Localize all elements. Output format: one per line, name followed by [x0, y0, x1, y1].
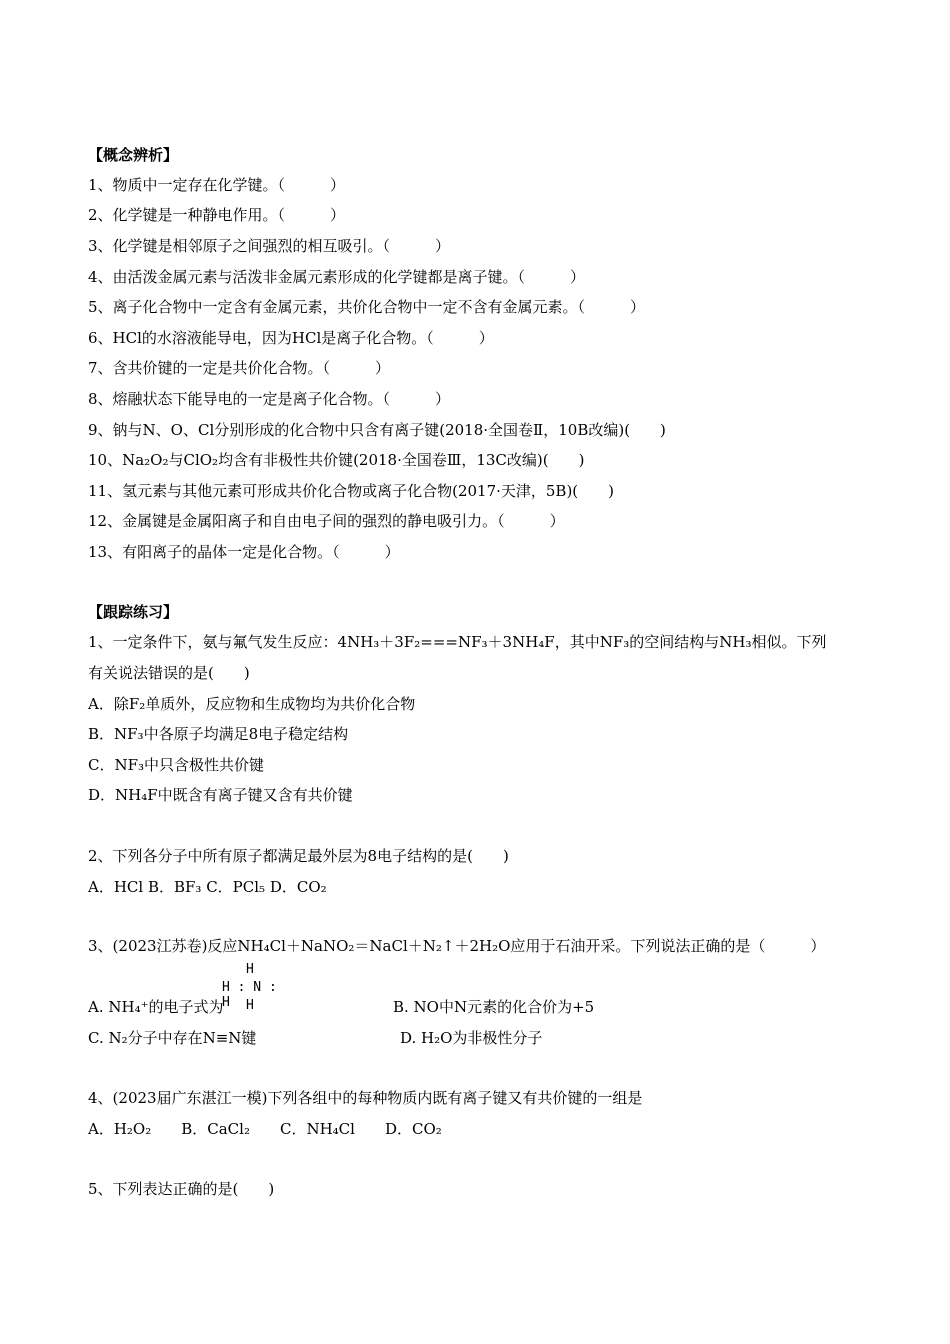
- q4-options: A．H₂O₂ B．CaCl₂ C．NH₄Cl D．CO₂: [88, 1120, 442, 1138]
- concept-item-4: 4、由活泼金属元素与活泼非金属元素形成的化学键都是离子键。（ ）: [88, 268, 586, 286]
- q3-option-a: A. NH₄⁺的电子式为: [88, 998, 224, 1016]
- q1-option-c: C．NF₃中只含极性共价键: [88, 756, 265, 774]
- q2-options: A．HCl B．BF₃ C．PCl₅ D．CO₂: [88, 878, 327, 896]
- concept-item-12: 12、金属键是金属阳离子和自由电子间的强烈的静电吸引力。（ ）: [88, 512, 565, 530]
- q3-stem: 3、(2023江苏卷)反应NH₄Cl＋NaNO₂＝NaCl＋N₂↑＋2H₂O应用于石油开采。下列说法正确的是（ ）: [88, 937, 826, 955]
- q3-option-b: B. NO中N元素的化合价为+5: [393, 998, 595, 1016]
- concept-item-2: 2、化学键是一种静电作用。（ ）: [88, 206, 346, 224]
- concept-item-11: 11、氢元素与其他元素可形成共价化合物或离子化合物(2017·天津，5B)( ): [88, 482, 615, 500]
- electron-dot-bottom-h: H: [246, 998, 254, 1013]
- q5-stem: 5、下列表达正确的是( ): [88, 1180, 275, 1198]
- electron-dot-middle: H : N : H: [222, 980, 277, 1010]
- q2-stem: 2、下列各分子中所有原子都满足最外层为8电子结构的是( ): [88, 847, 509, 865]
- concept-item-10: 10、Na₂O₂与ClO₂均含有非极性共价键(2018·全国卷Ⅲ，13C改编)( ): [88, 451, 585, 469]
- concept-item-7: 7、含共价键的一定是共价化合物。（ ）: [88, 359, 391, 377]
- concept-item-3: 3、化学键是相邻原子之间强烈的相互吸引。（ ）: [88, 237, 451, 255]
- q1-stem-line1: 1、一定条件下，氨与氟气发生反应：4NH₃＋3F₂===NF₃＋3NH₄F，其中NF₃的空间结构与NH₃相似。下列: [88, 633, 827, 651]
- q3-option-d: D. H₂O为非极性分子: [400, 1029, 543, 1047]
- q1-option-b: B．NF₃中各原子均满足8电子稳定结构: [88, 725, 349, 743]
- concept-item-8: 8、熔融状态下能导电的一定是离子化合物。（ ）: [88, 390, 451, 408]
- q4-stem: 4、(2023届广东湛江一模)下列各组中的每种物质内既有离子键又有共价键的一组是: [88, 1089, 643, 1107]
- electron-dot-top-h: H: [246, 962, 254, 977]
- ammonium-electron-dot-formula: [222, 962, 282, 1022]
- concept-item-6: 6、HCl的水溶液能导电，因为HCl是离子化合物。（ ）: [88, 329, 494, 347]
- concept-item-5: 5、离子化合物中一定含有金属元素，共价化合物中一定不含有金属元素。（ ）: [88, 298, 646, 316]
- section-title-practice: 【跟踪练习】: [88, 603, 179, 621]
- concept-item-1: 1、物质中一定存在化学键。（ ）: [88, 176, 346, 194]
- q1-option-d: D．NH₄F中既含有离子键又含有共价键: [88, 786, 353, 804]
- q3-option-c: C. N₂分子中存在N≡N键: [88, 1029, 257, 1047]
- section-title-concepts: 【概念辨析】: [88, 146, 179, 164]
- q1-option-a: A．除F₂单质外，反应物和生成物均为共价化合物: [88, 695, 416, 713]
- concept-item-13: 13、有阳离子的晶体一定是化合物。（ ）: [88, 543, 400, 561]
- concept-item-9: 9、钠与N、O、Cl分别形成的化合物中只含有离子键(2018·全国卷Ⅱ，10B改编)( ): [88, 421, 666, 439]
- q1-stem-line2: 有关说法错误的是( ): [88, 664, 250, 682]
